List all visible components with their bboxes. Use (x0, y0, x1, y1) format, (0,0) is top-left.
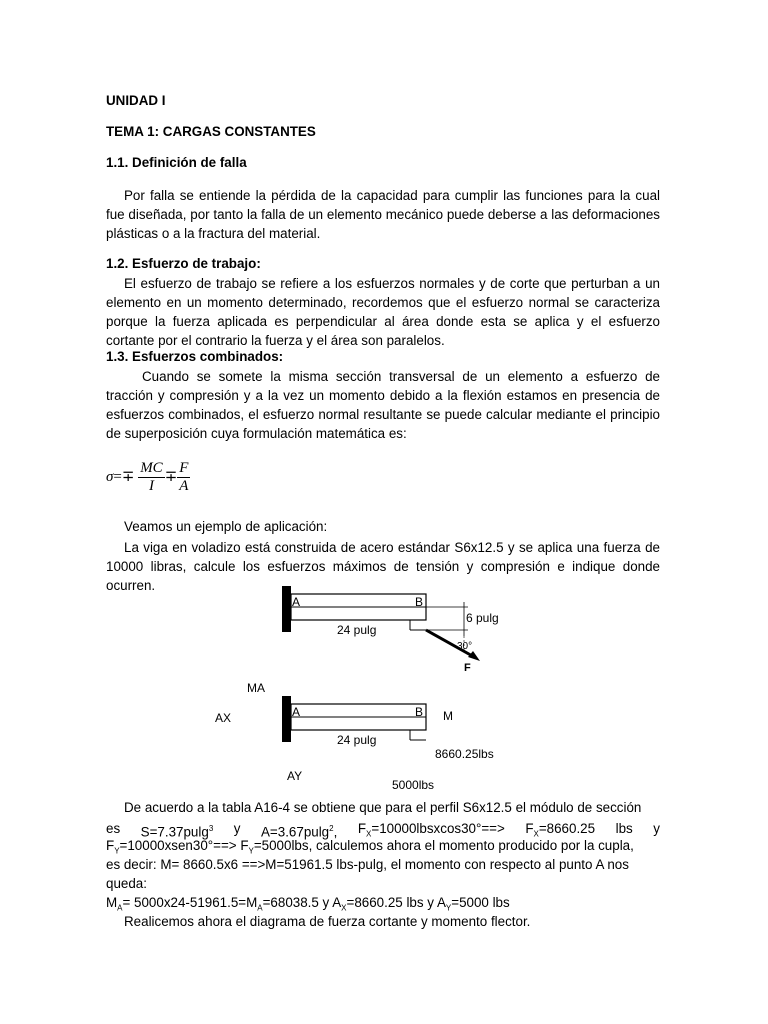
calc-ay-sub: Y (445, 903, 452, 913)
fbd-fy: 5000lbs (392, 778, 435, 792)
fbd-fx: 8660.25lbs (435, 747, 494, 761)
calc-ay-text: =8660.25 lbs y A (346, 895, 446, 910)
example-intro: Veamos un ejemplo de aplicación: (124, 519, 328, 534)
fig1-label-a: A (292, 595, 301, 609)
formula-fraction-mc-i (138, 460, 165, 495)
calc-fy-sub: Y (114, 846, 120, 856)
fbd-fixed-wall (282, 696, 291, 742)
fbd-ax: AX (215, 711, 232, 725)
section-1-2-body: El esfuerzo de trabajo se refiere a los esfuerzos normales y de corte que perturban a un elemento en un momento determinado, recordemos que el esfuerzo normal se caracteriza porque la fuerza aplicada es perpendicular al área donde esta se aplica y el esfuerzo cortante por el contrario la fuerza y el área son paralelos. (106, 276, 660, 348)
calc-ma2-sub: A (257, 903, 263, 913)
section-1-2-heading: 1.2. Esfuerzo de trabajo: (106, 256, 261, 271)
formula-den-a: A (179, 478, 189, 494)
calc-ax-text: =68038.5 y A (262, 895, 342, 910)
calc-fx2-sub: X (533, 829, 539, 839)
calc-fx-sub: X (366, 829, 372, 839)
fbd-ay: AY (287, 769, 303, 783)
calc-fy-text: =10000xsen30°==> (119, 838, 241, 853)
topic-heading: TEMA 1: CARGAS CONSTANTES (106, 124, 316, 139)
calc-es: es (106, 821, 121, 836)
fig1-angle: 30° (457, 641, 473, 652)
calc-s-sup: 3 (208, 824, 214, 833)
formula-num-f: F (179, 460, 189, 476)
fbd-label-b: B (415, 705, 424, 719)
fixed-wall (282, 586, 291, 632)
calc-fx-text: =10000lbsxcos30°==> (371, 821, 505, 836)
calc-ax-sub: X (341, 903, 347, 913)
calc-line-3 (106, 838, 634, 856)
fig1-force: F (464, 662, 471, 674)
section-1-3-heading: 1.3. Esfuerzos combinados: (106, 349, 284, 364)
cantilever-beam-diagram (270, 584, 520, 676)
fig1-length: 24 pulg (337, 623, 377, 637)
combined-stress-formula (106, 460, 190, 495)
fbd-label-a: A (292, 705, 301, 719)
calc-ma-text: = 5000x24-51961.5=M (122, 895, 258, 910)
calc-fy2-text: =5000lbs, calculemos ahora el momento producido por la cupla, (253, 838, 634, 853)
formula-equals: =∓ (113, 468, 135, 485)
calc-line-4: es decir: M= 8660.5x6 ==>M=51961.5 lbs-pulg, el momento con respecto al punto A nos (106, 857, 629, 872)
calc-ma-sub: A (117, 903, 123, 913)
calc-a-sup: 2 (329, 824, 334, 833)
calc-fx2-val: =8660.25 (538, 821, 596, 836)
calc-fy2-f: F (240, 838, 249, 853)
fig1-label-b: B (415, 595, 424, 609)
calc-line-7: Realicemos ahora el diagrama de fuerza cortante y momento flector. (124, 914, 531, 929)
calc-line-5: queda: (106, 876, 147, 891)
example-problem: La viga en voladizo está construida de acero estándar S6x12.5 y se aplica una fuerza de 10000 libras, calcule los esfuerzos máximos de tensión y compresión e indique donde ocurren. (106, 540, 660, 593)
calc-and-1: y (233, 821, 241, 836)
formula-operator: ∓ (164, 468, 178, 485)
calc-fy2-sub: Y (248, 846, 254, 856)
calc-ma-m: M (106, 895, 118, 910)
calc-lbs: lbs (615, 821, 633, 836)
fbd-length: 24 pulg (337, 733, 377, 747)
calc-fx-f: F (357, 821, 367, 836)
formula-sigma: σ (106, 468, 114, 485)
formula-fraction-f-a (177, 460, 190, 495)
fbd-m: M (443, 709, 453, 723)
section-1-3-body: Cuando se somete la misma sección transversal de un elemento a esfuerzo de tracción y compresión y a la vez un momento debido a la flexión estamos en presencia de esfuerzos combinados, el esfuerzo normal resultante se puede calcular mediante el principio de superposición cuya formulación matemática es: (106, 369, 660, 441)
force-arrow-head (468, 651, 480, 661)
calc-line-1: De acuerdo a la tabla A16-4 se obtiene que para el perfil S6x12.5 el módulo de sección (124, 800, 642, 815)
calc-and-2: y (653, 821, 660, 836)
calc-line-6 (106, 895, 510, 913)
calc-fx2-f: F (525, 821, 534, 836)
formula-num-mc: MC (140, 460, 163, 476)
calc-fy-f: F (106, 838, 115, 853)
section-1-1-heading: 1.1. Definición de falla (106, 155, 247, 170)
fbd-ma: MA (247, 681, 265, 695)
fig1-height: 6 pulg (466, 611, 499, 625)
calc-ay-val: =5000 lbs (451, 895, 510, 910)
calc-comma: , (333, 824, 338, 840)
calc-a: A=3.67pulg (261, 824, 330, 840)
section-1-1-body: Por falla se entiende la pérdida de la capacidad para cumplir las funciones para la cual fue diseñada, por tanto la falla de un elemento mecánico puede deberse a las deformaciones plásticas o a la fractura del material. (106, 188, 660, 241)
calc-s: S=7.37pulg (140, 824, 209, 840)
unit-heading: UNIDAD I (106, 93, 166, 108)
formula-den-i: I (148, 478, 154, 494)
free-body-diagram (200, 676, 520, 800)
